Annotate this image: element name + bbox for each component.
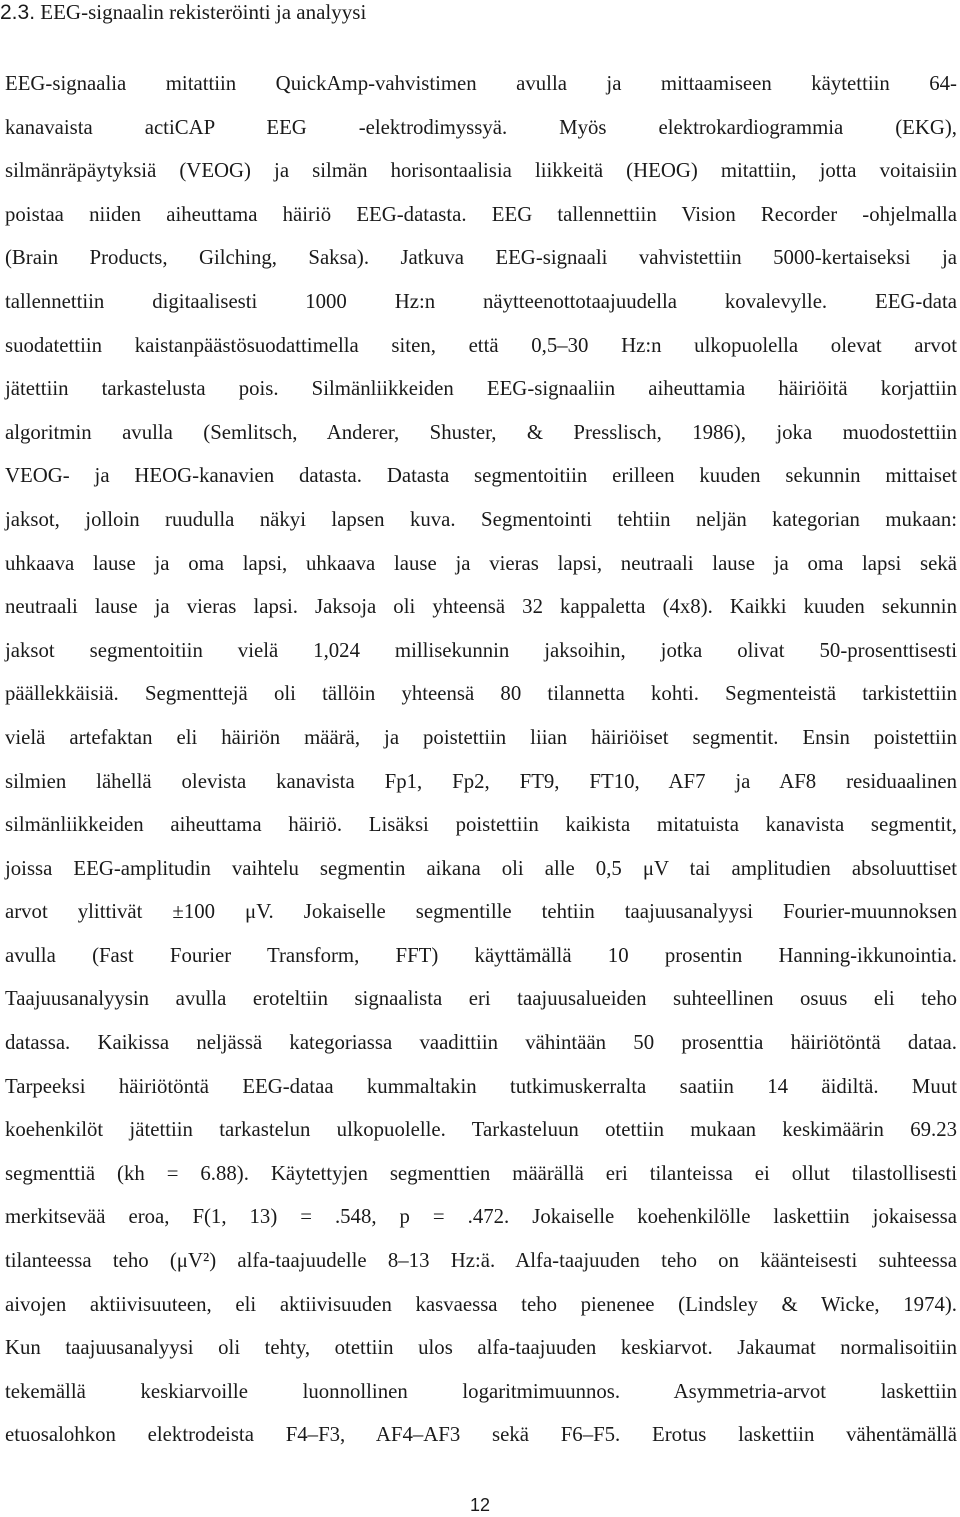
text-line: segmenttiä (kh = 6.88). Käytettyjen segmenttien määrällä eri tilanteissa ei ollut tilastollisesti <box>5 1161 957 1185</box>
text-line: neutraali lause ja vieras lapsi. Jaksoja oli yhteensä 32 kappaletta (4x8). Kaikki kuuden sekunnin <box>5 595 957 619</box>
text-line: silmänräpäytyksiä (VEOG) ja silmän horisontaalisia liikkeitä (HEOG) mitattiin, jotta voitaisiin <box>5 159 957 183</box>
text-line: arvot ylittivät ±100 μV. Jokaiselle segmentille tehtiin taajuusanalyysi Fourier-muunnoksen <box>5 900 957 924</box>
text-line: Taajuusanalyysin avulla eroteltiin signaalista eri taajuusalueiden suhteellinen osuus eli teho <box>5 987 957 1011</box>
text-line: joissa EEG-amplitudin vaihtelu segmentin aikana oli alle 0,5 μV tai amplitudien absoluuttiset <box>5 856 957 880</box>
text-line: vielä artefaktan eli häiriön määrä, ja poistettiin liian häiriöiset segmentit. Ensin poistettiin <box>5 725 957 749</box>
text-line: jaksot, jolloin ruudulla näkyi lapsen kuva. Segmentointi tehtiin neljän kategorian mukaan: <box>5 507 957 531</box>
text-line: kanavaista actiCAP EEG -elektrodimyssyä. Myös elektrokardiogrammia (EKG), <box>5 115 957 139</box>
text-line: koehenkilöt jätettiin tarkastelun ulkopuolelle. Tarkasteluun otettiin mukaan keskimäärin 69.23 <box>5 1118 957 1142</box>
text-line: datassa. Kaikissa neljässä kategoriassa vaadittiin vähintään 50 prosenttia häiriötöntä dataa. <box>5 1031 957 1055</box>
text-line: Kun taajuusanalyysi oli tehty, otettiin ulos alfa-taajuuden keskiarvot. Jakaumat normalisoitiin <box>5 1336 957 1360</box>
text-line: jaksot segmentoitiin vielä 1,024 millisekunnin jaksoihin, jotka olivat 50-prosenttisesti <box>5 638 957 662</box>
text-line: aivojen aktiivisuuteen, eli aktiivisuuden kasvaessa teho pienenee (Lindsley & Wicke, 1974). <box>5 1292 957 1316</box>
text-line: VEOG- ja HEOG-kanavien datasta. Datasta segmentoitiin erilleen kuuden sekunnin mittaiset <box>5 464 957 488</box>
text-line: silmien lähellä olevista kanavista Fp1, Fp2, FT9, FT10, AF7 ja AF8 residuaalinen <box>5 769 957 793</box>
text-line: poistaa niiden aiheuttama häiriö EEG-datasta. EEG tallennettiin Vision Recorder -ohjelmalla <box>5 202 957 226</box>
text-line: päällekkäisiä. Segmenttejä oli tällöin yhteensä 80 tilannetta kohti. Segmenteistä tarkistettiin <box>5 682 957 706</box>
text-line: uhkaava lause ja oma lapsi, uhkaava lause ja vieras lapsi, neutraali lause ja oma lapsi sekä <box>5 551 957 575</box>
text-line: suodatettiin kaistanpäästösuodattimella siten, että 0,5–30 Hz:n ulkopuolella olevat arvot <box>5 333 957 357</box>
text-line: silmänliikkeiden aiheuttama häiriö. Lisäksi poistettiin kaikista mitatuista kanavista segmentit, <box>5 813 957 837</box>
page-number: 12 <box>469 1495 491 1515</box>
text-line: algoritmin avulla (Semlitsch, Anderer, Shuster, & Presslisch, 1986), joka muodostettiin <box>5 420 957 444</box>
body-paragraph <box>5 62 957 1457</box>
text-line: tallennettiin digitaalisesti 1000 Hz:n näytteenottotaajuudella kovalevylle. EEG-data <box>5 289 957 313</box>
section-number: 2.3. <box>0 1 36 24</box>
text-line: tilanteessa teho (μV²) alfa-taajuudelle 8–13 Hz:ä. Alfa-taajuuden teho on käänteisesti suhteessa <box>5 1249 957 1273</box>
text-line: Tarpeeksi häiriötöntä EEG-dataa kummaltakin tutkimuskerralta saatiin 14 äidiltä. Muut <box>5 1074 957 1098</box>
text-line: jätettiin tarkastelusta pois. Silmänliikkeiden EEG-signaaliin aiheuttamia häiriöitä korjattiin <box>5 377 957 401</box>
text-line: avulla (Fast Fourier Transform, FFT) käyttämällä 10 prosentin Hanning-ikkunointia. <box>5 943 957 967</box>
section-heading <box>0 0 366 27</box>
text-line: EEG-signaalia mitattiin QuickAmp-vahvistimen avulla ja mittaamiseen käytettiin 64- <box>5 72 957 95</box>
text-line: tekemällä keskiarvoille luonnollinen logaritmimuunnos. Asymmetria-arvot laskettiin <box>5 1379 957 1403</box>
text-line: (Brain Products, Gilching, Saksa). Jatkuva EEG-signaali vahvistettiin 5000-kertaiseksi ja <box>5 246 957 270</box>
section-title: EEG-signaalin rekisteröinti ja analyysi <box>40 0 367 24</box>
text-line: merkitsevää eroa, F(1, 13) = .548, p = .472. Jokaiselle koehenkilölle laskettiin jokaisessa <box>5 1205 957 1229</box>
text-line: etuosalohkon elektrodeista F4–F3, AF4–AF3 sekä F6–F5. Erotus laskettiin vähentämällä <box>5 1423 957 1447</box>
